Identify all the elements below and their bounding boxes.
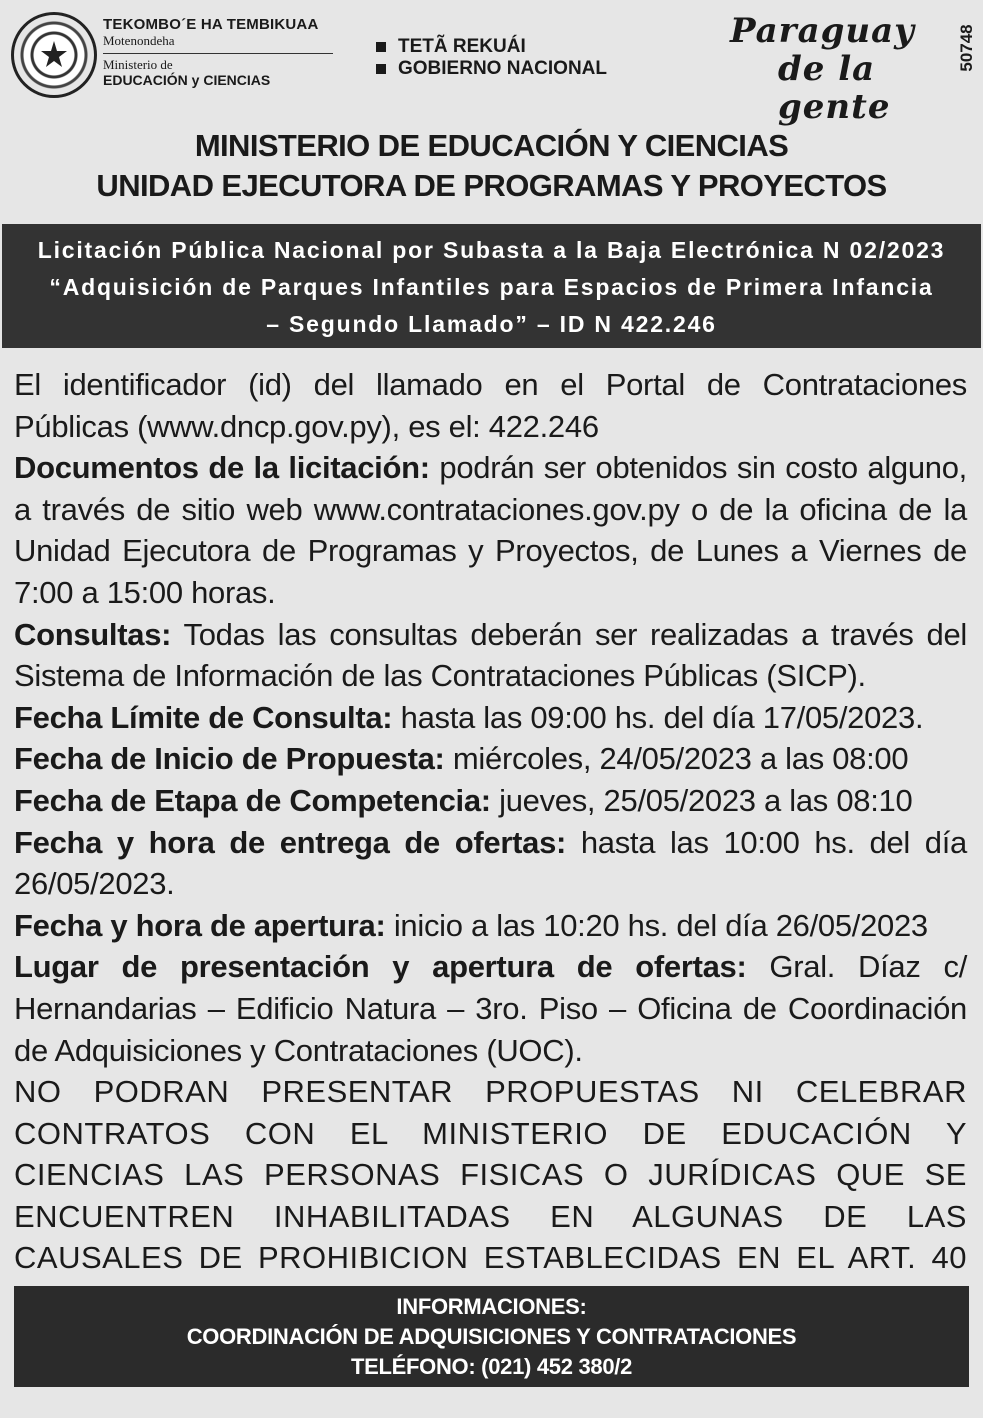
- inicio-label: Fecha de Inicio de Propuesta:: [14, 741, 445, 777]
- header: [0, 0, 983, 127]
- competencia-label: Fecha de Etapa de Competencia:: [14, 782, 491, 818]
- footer-heading: INFORMACIONES:: [396, 1294, 587, 1319]
- gov-line-spanish: GOBIERNO NACIONAL: [398, 58, 607, 79]
- ministry-logo-text: [103, 16, 343, 88]
- title-unit: UNIDAD EJECUTORA DE PROGRAMAS Y PROYECTOS: [96, 168, 887, 203]
- ad-code: 50748: [957, 24, 976, 72]
- title-ministry: MINISTERIO DE EDUCACIÓN Y CIENCIAS: [194, 128, 789, 163]
- limite-text: hasta las 09:00 hs. del día 17/05/2023.: [392, 699, 924, 735]
- apertura-label: Fecha y hora de apertura:: [14, 907, 386, 943]
- consultas-paragraph: [14, 614, 967, 697]
- gov-row-guarani: [376, 36, 607, 58]
- square-bullet-icon: [376, 64, 386, 74]
- inicio-paragraph: [14, 738, 967, 780]
- ministry-line-guarani-sub: Motenondeha: [103, 33, 175, 48]
- banner-line2: “Adquisición de Parques Infantiles para Espacios de Primera Infancia: [49, 274, 934, 300]
- ministry-line-spanish-sub: Ministerio de: [103, 57, 173, 72]
- notice-body: [14, 364, 967, 1321]
- paraguay-seal-icon: [11, 12, 97, 98]
- competencia-paragraph: [14, 780, 967, 822]
- intro-paragraph: El identificador (id) del llamado en el Portal de Contrataciones Públicas (www.dncp.gov.py), es el: 422.246: [14, 367, 967, 444]
- lugar-paragraph: [14, 946, 967, 1071]
- apertura-text: inicio a las 10:20 hs. del día 26/05/2023: [385, 907, 928, 943]
- competencia-text: jueves, 25/05/2023 a las 08:10: [490, 782, 913, 818]
- limite-label: Fecha Límite de Consulta:: [14, 699, 393, 735]
- documentos-text: podrán ser obtenidos sin costo alguno, a través de sitio web www.contrataciones.gov.py o de la oficina de la Unidad Ejecutora de Programas y Proyectos, de Lunes a Viernes de 7:00 a 15:00 horas.: [14, 450, 967, 610]
- warning-paragraph: NO PODRAN PRESENTAR PROPUESTAS NI CELEBRAR CONTRATOS CON EL MINISTERIO DE EDUCACIÓN Y CIENCIAS LAS PERSONAS FISICAS O JURÍDICAS QUE SE ENCUENTREN INHABILITADAS EN ALGUNAS DE LAS CAUSALES DE PROHIBICION ESTABLECIDAS EN EL ART. 40: [14, 1074, 967, 1276]
- documentos-label: Documentos de la licitación:: [14, 450, 430, 486]
- lugar-text: Gral. Díaz c/ Hernandarias – Edificio Natura – 3ro. Piso – Oficina de Coordinación de Adquisiciones y Contrataciones (UOC).: [14, 949, 968, 1068]
- apertura-paragraph: [14, 905, 967, 947]
- tender-banner: [2, 224, 981, 348]
- documentos-paragraph: [14, 447, 967, 613]
- entrega-text: hasta las 10:00 hs. del día 26/05/2023.: [14, 824, 967, 902]
- gov-row-spanish: [376, 58, 607, 80]
- banner-line1: Licitación Pública Nacional por Subasta a la Baja Electrónica N 02/2023: [37, 237, 946, 263]
- consultas-text: Todas las consultas deberán ser realizadas a través del Sistema de Información de las Contrataciones Públicas (SICP).: [14, 616, 967, 694]
- slogan-logo: [730, 12, 965, 126]
- divider: [103, 53, 333, 54]
- square-bullet-icon: [376, 42, 386, 52]
- slogan-line2: de la gente: [778, 49, 891, 127]
- entrega-label: Fecha y hora de entrega de ofertas:: [14, 824, 567, 860]
- footer-office: COORDINACIÓN DE ADQUISICIONES Y CONTRATACIONES: [186, 1324, 797, 1349]
- government-logo-text: [376, 36, 607, 80]
- lugar-label: Lugar de presentación y apertura de ofertas:: [14, 949, 747, 985]
- ministry-line-spanish: EDUCACIÓN y CIENCIAS: [103, 72, 271, 88]
- banner-line3: – Segundo Llamado” – ID N 422.246: [266, 311, 717, 337]
- footer-phone: TELÉFONO: (021) 452 380/2: [350, 1354, 633, 1379]
- inicio-text: miércoles, 24/05/2023 a las 08:00: [444, 741, 909, 777]
- consultas-label: Consultas:: [14, 616, 172, 652]
- limite-paragraph: [14, 697, 967, 739]
- ministry-line-guarani: TEKOMBO´E HA TEMBIKUAA: [103, 16, 319, 33]
- slogan-line1: Paraguay: [730, 11, 915, 51]
- gov-line-guarani: TETÃ REKUÁI: [398, 36, 526, 57]
- page-title: [0, 126, 983, 206]
- contact-footer: [14, 1286, 969, 1387]
- entrega-paragraph: [14, 822, 967, 905]
